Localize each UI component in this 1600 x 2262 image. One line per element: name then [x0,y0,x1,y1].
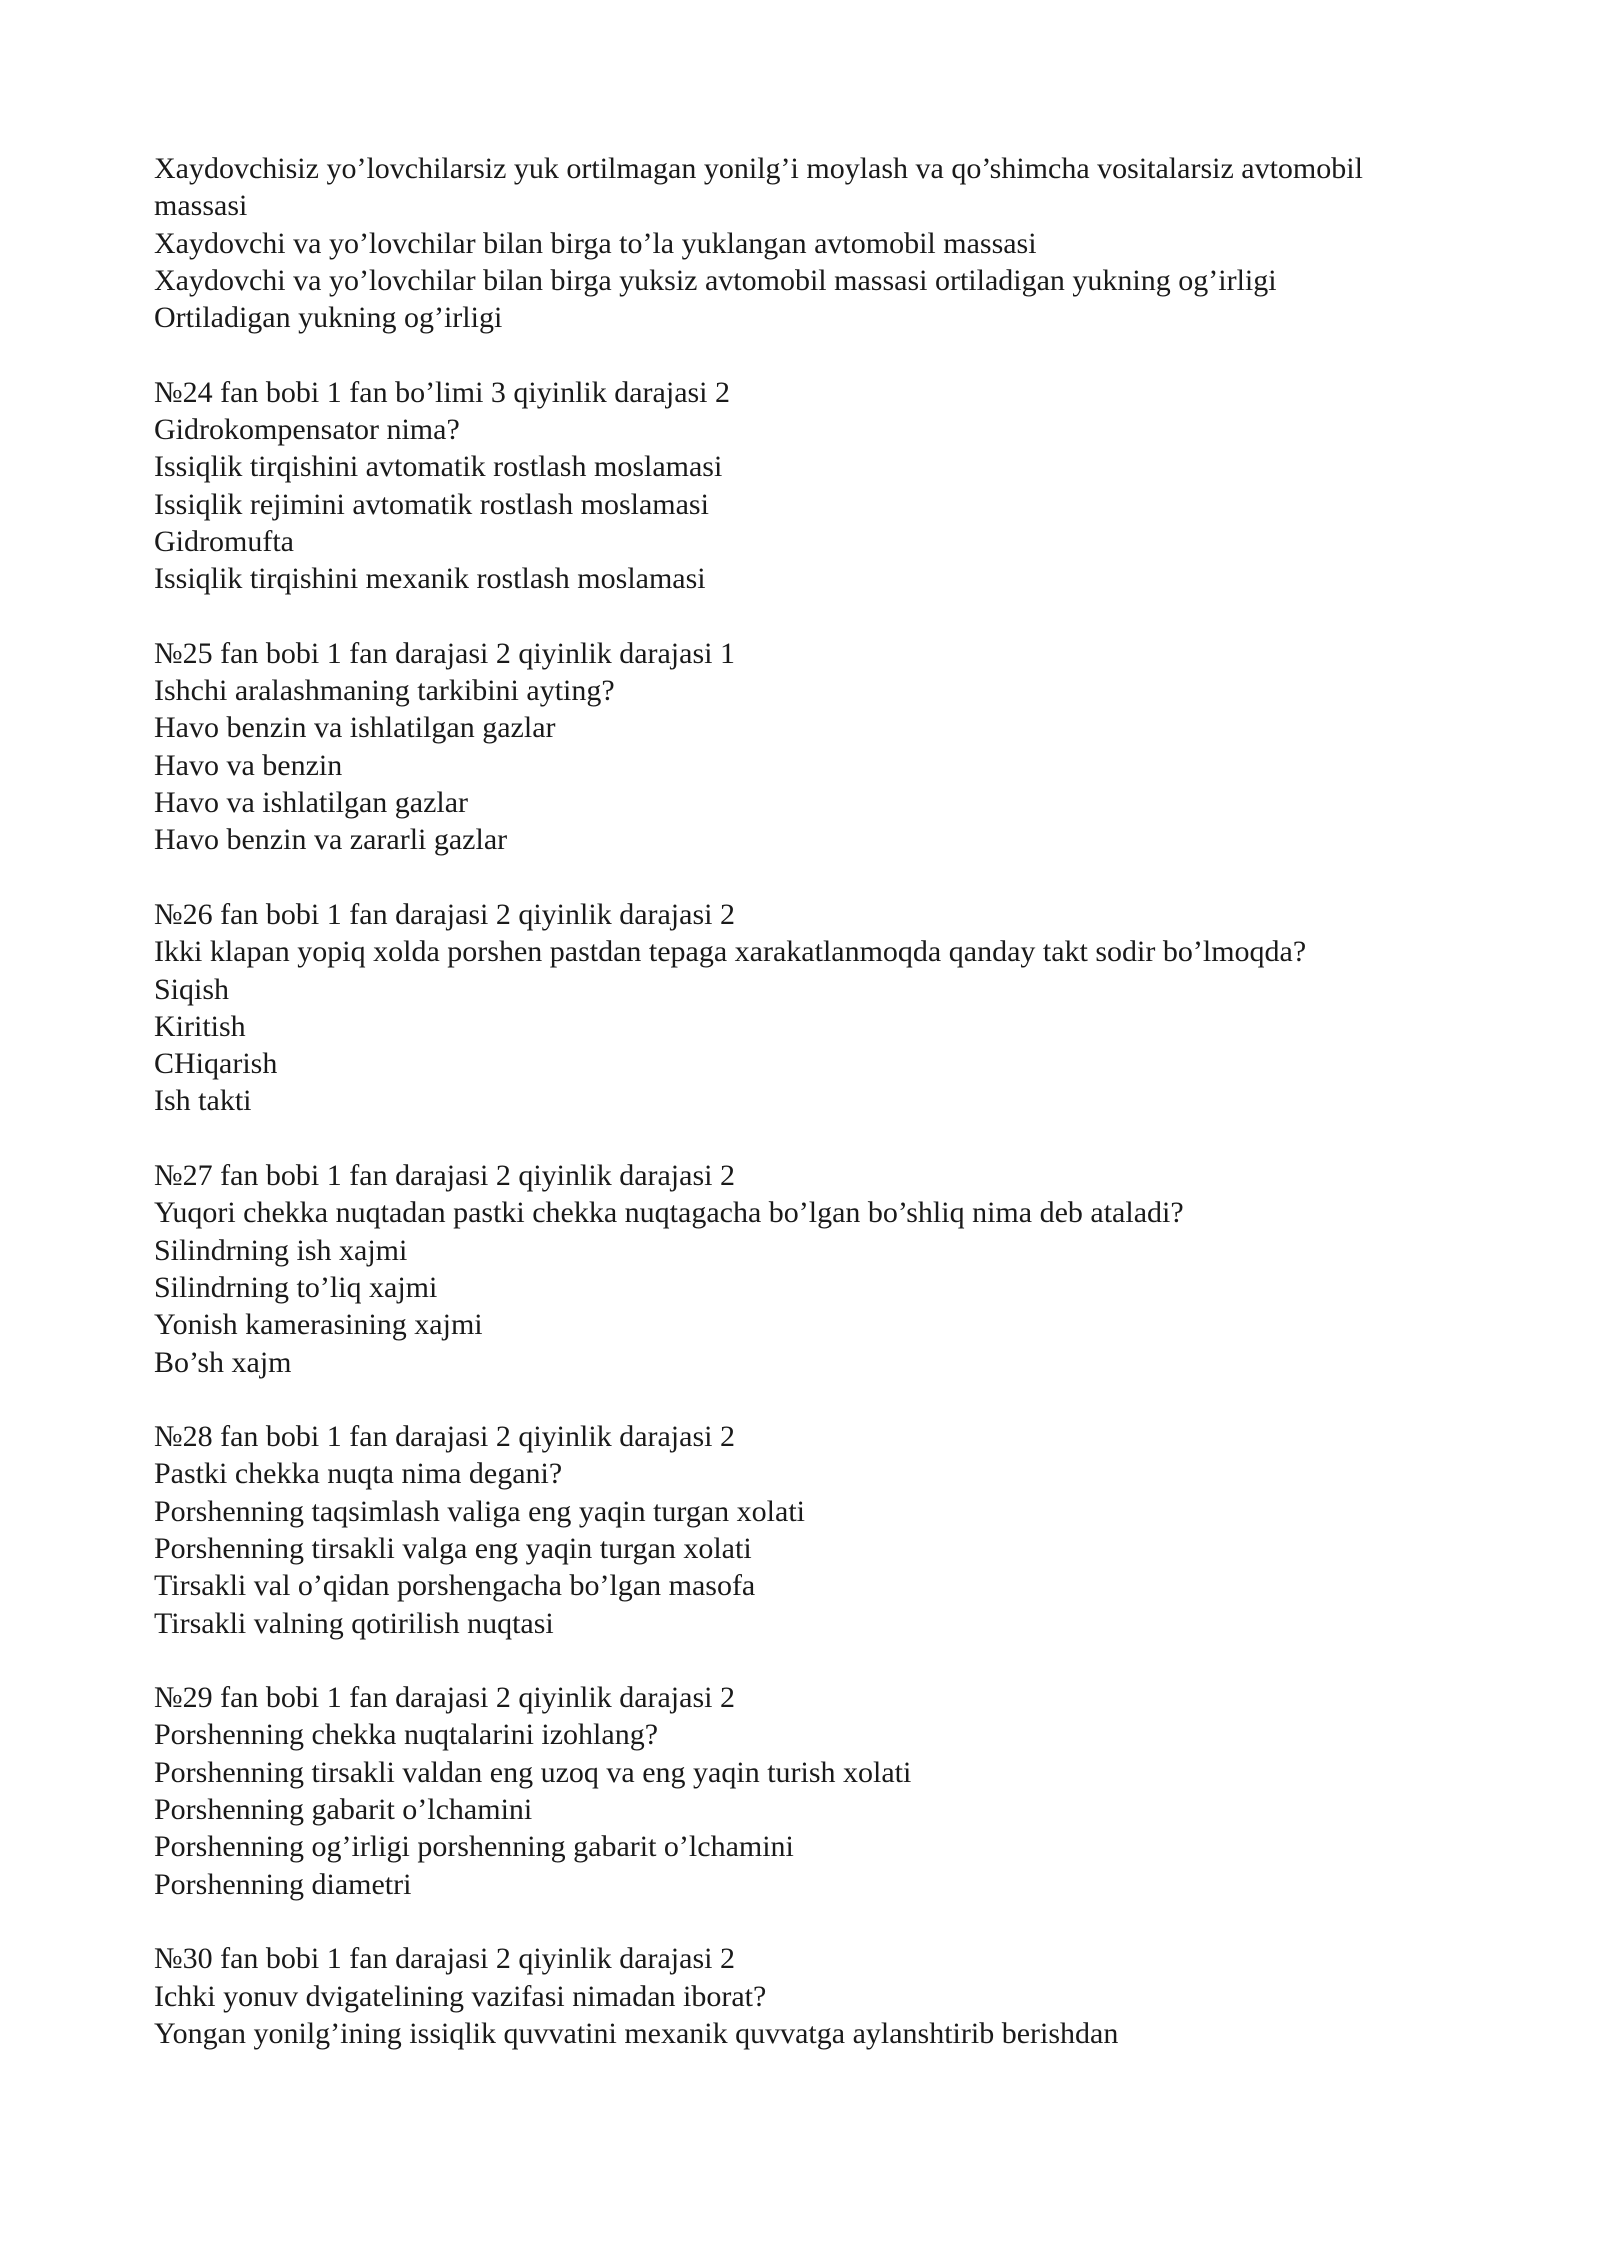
answer-option: Porshenning tirsakli valga eng yaqin turgan xolati [154,1531,752,1565]
answer-option: Havo va benzin [154,748,343,782]
answer-option: Porshenning taqsimlash valiga eng yaqin turgan xolati [154,1494,806,1528]
question-text: Porshenning chekka nuqtalarini izohlang? [154,1718,659,1752]
answer-option: Issiqlik tirqishini avtomatik rostlash moslamasi [154,450,723,484]
answer-option: Yonish kamerasining xajmi [154,1308,483,1342]
answer-option: Tirsakli val o’qidan porshengacha bo’lgan masofa [154,1569,756,1603]
answer-option: Issiqlik tirqishini mexanik rostlash moslamasi [154,562,706,596]
answer-option: Siqish [154,972,230,1006]
question-block [154,1418,1454,1642]
question-text: Ikki klapan yopiq xolda porshen pastdan tepaga xarakatlanmoqda qanday takt sodir bo’lmoqda? [154,935,1307,969]
answer-option: CHiqarish [154,1047,278,1081]
question-header: №24 fan bobi 1 fan bo’limi 3 qiyinlik darajasi 2 [154,375,731,409]
answer-option: Yongan yonilg’ining issiqlik quvvatini mexanik quvvatga aylanshtirib berishdan [154,2016,1119,2050]
answer-option: Bo’sh xajm [154,1345,292,1379]
question-text: Yuqori chekka nuqtadan pastki chekka nuqtagacha bo’lgan bo’shliq nima deb ataladi? [154,1196,1184,1230]
question-text: Gidrokompensator nima? [154,413,460,447]
question-block [154,1679,1454,1903]
question-header: №26 fan bobi 1 fan darajasi 2 qiyinlik darajasi 2 [154,897,735,931]
answer-option: Issiqlik rejimini avtomatik rostlash moslamasi [154,487,709,521]
answer-option: Gidromufta [154,524,294,558]
question-block [154,635,1454,859]
question-block [154,1157,1454,1381]
answer-option: Xaydovchi va yo’lovchilar bilan birga yuksiz avtomobil massasi ortiladigan yukning og’irligi [154,263,1277,297]
question-header: №25 fan bobi 1 fan darajasi 2 qiyinlik darajasi 1 [154,636,735,670]
question-header: №30 fan bobi 1 fan darajasi 2 qiyinlik darajasi 2 [154,1942,735,1976]
question-header: №27 fan bobi 1 fan darajasi 2 qiyinlik darajasi 2 [154,1159,735,1193]
answer-option: Xaydovchisiz yo’lovchilarsiz yuk ortilmagan yonilg’i moylash va qo’shimcha vositalarsiz avtomobil massasi [154,152,1363,223]
answer-option: Porshenning og’irligi porshenning gabarit o’lchamini [154,1830,794,1864]
answer-option: Tirsakli valning qotirilish nuqtasi [154,1606,554,1640]
answer-option: Ortiladigan yukning og’irligi [154,301,503,335]
question-text: Pastki chekka nuqta nima degani? [154,1457,563,1491]
answer-option: Porshenning diametri [154,1867,412,1901]
answer-option: Ish takti [154,1084,252,1118]
answer-option: Xaydovchi va yo’lovchilar bilan birga to’la yuklangan avtomobil massasi [154,226,1037,260]
answer-option: Havo benzin va zararli gazlar [154,823,508,857]
question-block [154,374,1454,598]
question-header: №29 fan bobi 1 fan darajasi 2 qiyinlik darajasi 2 [154,1681,735,1715]
answer-option: Porshenning gabarit o’lchamini [154,1793,533,1827]
question-text: Ishchi aralashmaning tarkibini ayting? [154,674,615,708]
answer-option: Silindrning ish xajmi [154,1233,408,1267]
answer-option: Kiritish [154,1009,246,1043]
answer-option: Havo va ishlatilgan gazlar [154,786,469,820]
question-block [154,1940,1454,2052]
document-body [154,150,1454,2052]
question-header: №28 fan bobi 1 fan darajasi 2 qiyinlik darajasi 2 [154,1420,735,1454]
answer-option: Porshenning tirsakli valdan eng uzoq va eng yaqin turish xolati [154,1755,912,1789]
answer-block-continued [154,150,1454,336]
question-block [154,896,1454,1120]
question-text: Ichki yonuv dvigatelining vazifasi nimadan iborat? [154,1979,767,2013]
answer-option: Havo benzin va ishlatilgan gazlar [154,711,556,745]
answer-option: Silindrning to’liq xajmi [154,1270,438,1304]
